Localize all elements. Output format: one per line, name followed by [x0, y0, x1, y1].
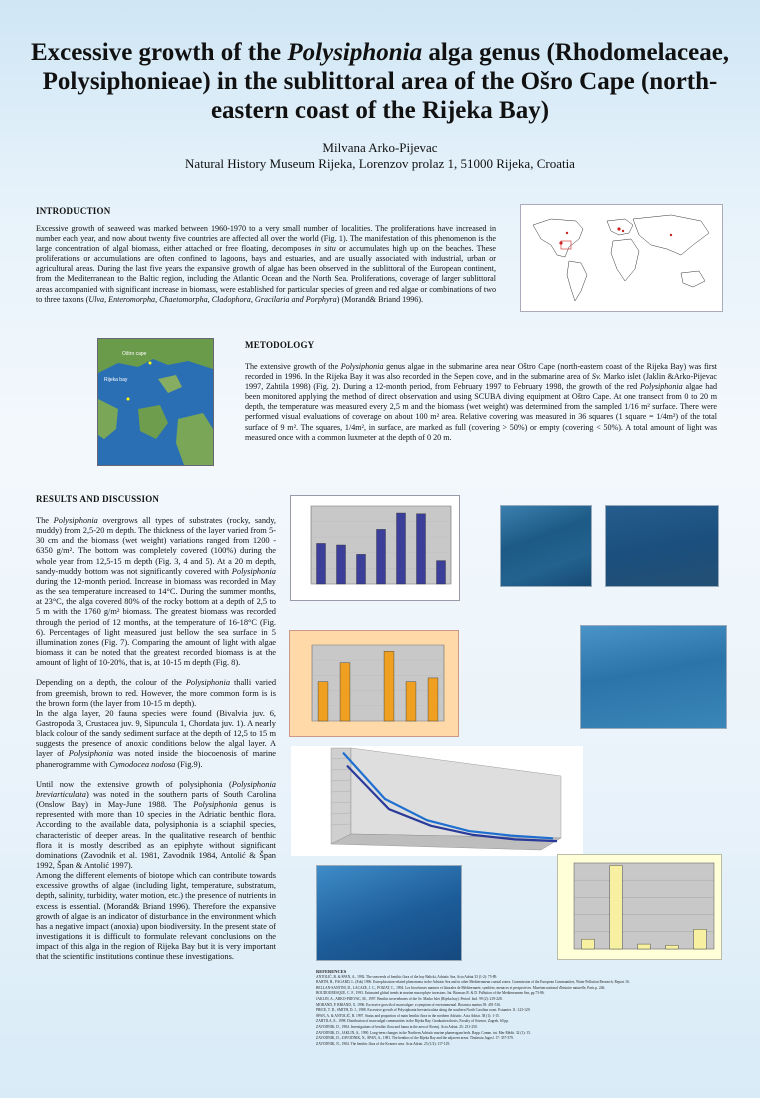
bar — [397, 513, 406, 584]
map-label-rijeka-bay: Rijeka bay — [104, 377, 128, 383]
meth-t2: genus algae in the submarine area near Oštro Cape (north-eastern coast of the Rijeka Bay) was first recorded in 1996. In the Rijeka Bay it was also recorded in the Sepen cove, and in the submarine area of — [245, 362, 718, 382]
light-line-chart-3d — [291, 746, 583, 856]
bar — [406, 682, 416, 721]
world-map-figure — [520, 204, 723, 312]
title-part1: Excessive growth of the — [30, 39, 288, 66]
res-p3i: Polysiphonia breviarticulata — [36, 779, 276, 799]
bar — [638, 944, 651, 949]
res-p1i2: Polysiphonia — [231, 566, 276, 576]
bar — [437, 561, 446, 584]
map-label-ostro-cape: Oštro cape — [122, 351, 147, 357]
res-p2i2: Polysiphonia — [68, 749, 113, 759]
results-paragraph-3 — [36, 780, 276, 963]
title-part2: alga genus (Rhodomelaceae, Polysiphonieae) in the sublittoral area of the Ošro Cape (north-eastern coast of the Rijeka Bay) — [42, 39, 730, 124]
bar — [357, 554, 366, 584]
reference-item: ANTOLIĆ, B. & ŠPAN, A., 1992. The seaweeds of benthic flora of the bay Balicki, Adriatic Sea, Acta Adriat 33 (1-2): 75-89. — [316, 974, 498, 979]
underwater-photo-2 — [605, 505, 719, 587]
bar — [610, 865, 623, 949]
res-p2i3: Cymodocea nodosa — [109, 759, 176, 769]
reference-item: ZAVODNIK, D., ZAVODNIK, N., ŠPAN, A., 1981. The benthos of the Rijeka Bay and the adjacent areas. Thalassia Jugosl. 17: 357-379. — [316, 1036, 514, 1041]
res-p3d: Among the different elements of biotope which can contribute towards excessive growths of algae (including light, temperature, substratum, depth, salinity, turbidity, water motion, etc.) the presence of nutrients in excess is essential. (Morand& Briand 1996). Therefore the expansive growth of algae is an indicator of disturbance in the environment which has a negative impact (anoxia) upon biodiversity. In the present state of investigations it is difficult to formulate relevant conclusions on the impact of this alga in the region of Rijeka Bay but it is very important that the scientific institutions continue these investigations. — [36, 871, 276, 962]
results-paragraph-2 — [36, 678, 276, 769]
res-p1c: during the 12-month period. Increase in biomass was recorded in May as the sea temperature increased to 14°C. During the summer months, at 23°C, the alga covered 80% of the rocky bottom at a depth of 2,5 to 5 m with the 1760 g/m² biomass. The greatest biomass was recorded through the period of 12 months, at the temperature of 16-18°C (Fig. 6). Percentages of light measured just bellow the sea surface in 5 illumination zones (Fig. 7). Comparing the amount of light with algae biomass it can be noted that the greatest recorded biomass is at the amount of light of 10-20%, that is, at 10-15 m depth (Fig. 8). — [36, 576, 276, 668]
references-list — [316, 975, 722, 1048]
methodology-text — [245, 362, 717, 443]
author: Milvana Arko-Pijevac — [322, 140, 438, 155]
bar — [318, 682, 328, 721]
reference-item: BARTH, H., FAGARD, L. (Eds) 1996. Eutrophication-related phenomena in the Adriatic Sea and in other Mediterranean coastal zones. Commission of the European Communities, Water Pollution Research, Report 16. — [316, 980, 630, 985]
reference-item: ZAVODNIK, D., 1984. Investigations of benthic flora and fauna in the area of Rovinj. Acta Adriat. 25: 231-250. — [316, 1024, 478, 1029]
res-p2a: Depending on a depth, the colour of the — [36, 678, 186, 688]
bar — [428, 678, 438, 721]
meth-t3i: Polysiphonia — [639, 382, 683, 392]
res-p1b: overgrows all types of substrates (rocky, sandy, muddy) from 2,5-20 m depth. The thickness of the layer varied from 5-30 cm and the biomass (wet weight) variations ranged from 1200 - 6350 g/m². The bottom was completely covered (100%) during the whole year from 12,5-15 m depth (Fig. 3, 4 and 5). At a 20 m depth, sandy-muddy bottom was not significantly covered with — [36, 516, 276, 576]
intro-t3: ) (Morand& Briand 1996). — [336, 294, 424, 304]
meth-t3: Marko islet (Jaklin &Arko-Pijevac 1997, Zahtila 1998) (Fig. 2). During a 12-month period, from February 1997 to February 1998, the growth of the red — [245, 372, 717, 392]
bar — [340, 663, 350, 721]
plot-area — [574, 863, 714, 949]
bar — [337, 545, 346, 584]
res-p3a: Until now the extensive growth of polysiphonia ( — [36, 779, 232, 789]
affiliation: Natural History Museum Rijeka, Lorenzov prolaz 1, 51000 Rijeka, Croatia — [185, 156, 575, 171]
res-p3c: genus is represented with more than 10 species in the Adriatic benthic flora. According to the available data, polysiphonia is a sciaphil species, characteristic of deeper areas. In the qualitative research of benthic flora it is mostly described as an epiphyte without significant dominations (Zavodnik et al. 1981, Zavodnik 1984, Antolić & Špan 1992, Špan & Antolić 1997). — [36, 800, 276, 870]
res-p3i2: Polysiphonia — [193, 800, 238, 810]
meth-t4: algae had been monitored applying the method of direct observation and using SCUBA diving equipment at Oštro Cape. At one transect from 0 to 20 m depth, the temperature was measured every 2,5 m and the biomass (wet weight) was determined from the sampled 1/16 m² surface. There were performed visual evaluations of coverage on about 100 m² area. Relative covering was measured in 36 squares (1 square = 1/4m²) of the total surface of 9 m². The squares, 1/4m², in surface, are marked as full (covering > 50%) or empty (covering < 50%). A total amount of light was measured once with a common luxmeter at the depth of 0 20 m. — [245, 382, 717, 442]
underwater-photo-4 — [316, 865, 462, 961]
results-text — [36, 516, 276, 973]
reference-item: PRICE, T. D., SMITH, D. J., 1988. Excessive growth of Polysiphonia breviarticulata along the southern North Carolina coast. Estuaries 11: 123-129. — [316, 1008, 531, 1013]
rijeka-bay-map-figure — [97, 338, 214, 466]
reference-item: ZAVODNIK, D., JAKLIN, A., 1990. Long-term changes in the Northern Adriatic marine phanerogam beds. Rapp. Comm. int. Mer Médit. 32 (1): 15. — [316, 1030, 531, 1035]
references — [316, 969, 722, 1047]
bar — [377, 529, 386, 584]
references-heading: REFERENCES — [316, 969, 347, 974]
reference-item: BOUDOURESQUE, C. F., 1993. Estimated global trends in marine macrophyte invasions. Int. Biomass R. & D. Pollution of the Mediterranean Sea, pp 73-86. — [316, 991, 545, 996]
res-p2i: Polysiphonia — [185, 678, 231, 688]
bar — [417, 514, 426, 584]
reference-item: ŠPAN, A. & ANTOLIĆ, B. 1997. Status and proportion of main benthic flora in the northern Adriatic. Acta Adriat. 38 (1): 1-15. — [316, 1013, 500, 1018]
bar — [694, 929, 707, 949]
meth-t1i: Polysiphonia — [340, 362, 384, 371]
reference-item: MORAND, P. BRIAND, X. 1996. Excessive growth of macroalgae: a symptom of environmental. Botanica marina 39: 491-516. — [316, 1002, 501, 1007]
bar — [317, 543, 326, 584]
intro-t2i: Ulva, Enteromorpha, Chaetomorpha, Cladophora, Gracilaria and Porphyra — [88, 294, 337, 304]
bar — [384, 651, 394, 721]
results-heading: RESULTS AND DISCUSSION — [36, 494, 160, 504]
plot-area — [312, 645, 444, 721]
back-wall — [331, 748, 351, 844]
results-paragraph-1 — [36, 516, 276, 668]
res-p2d: was noted inside the biocoenosis of marine phanerogramme with — [36, 749, 276, 769]
reference-item: ZAVODNIK, N., 1984. The benthic flora of the Kvarner area. Acta Adriat. 25 (1/2): 117-129. — [316, 1041, 451, 1046]
res-p2c: In the alga layer, 20 fauna species were found (Bivalvia juv. 6, Gastropoda 3, Crustacea juv. 9, Sipuncula 1, Chordata juv. 1). A nearly black colour of the sandy sediment surface at the depth of 12,5 to 15 m suggests the presence of anoxic conditions below the algal layer. A layer of — [36, 708, 276, 759]
light-biomass-bar-chart — [557, 854, 722, 960]
reference-item: ZAHTILA, E., 1998. Distribution of macroalgal communities in the Rijeka Bay. Graduation thesis, Faculty of Science, Zagreb, 60 pp. — [316, 1019, 509, 1024]
res-p2b: thalli varied from greemish, brown to red. However, the more common form is is the brown form (the layer from 10-15 m depth). — [36, 678, 277, 708]
intro-t2: or accumulates high up on the beaches. These proliferations or accumulations are often confined to lagoons, bays and estuaries, and are usually associated with industrial, urban or agricultural areas. During the last five years the expansive growth of algae has been observed in the sublittoral of the European continent, from the Mediterranean to the Baltic region, including the Atlantic Ocean and the North Sea. Proliferations, coverage of larger sublittoral areas accompanied with significant increase in biomass, were established for particular species of green and red algae or combinations of two to three taxons ( — [36, 244, 496, 304]
underwater-photo-3 — [580, 625, 727, 729]
introduction-heading: INTRODUCTION — [36, 206, 111, 216]
underwater-photo-1 — [500, 505, 592, 587]
res-p3b: ) was noted in the southern parts of South Carolina (Onslow Bay) in May-June 1988. The — [36, 789, 276, 810]
bar — [582, 939, 595, 949]
meth-t1: The extensive growth of the — [245, 362, 341, 371]
methodology-heading: METODOLOGY — [245, 340, 315, 350]
title-italic: Polysiphonia — [287, 39, 423, 66]
reference-item: JAKLIN, A., ARKO-PIJEVAC, M., 1997. Benthic invertebrates of the Sv. Marko Islet (Rijeka bay). Period. biol. 99 (2): 219-228. — [316, 996, 503, 1001]
side-wall — [351, 748, 561, 838]
res-p1a: The — [36, 516, 54, 525]
biomass-bar-chart — [290, 495, 460, 601]
temperature-bar-chart — [289, 630, 459, 737]
meth-t2i: Sv. — [591, 372, 601, 382]
introduction-text — [36, 224, 496, 305]
poster-title — [20, 38, 740, 125]
res-p2e: (Fig.9). — [175, 759, 203, 769]
reference-item: BELLAN-SANTINI, D., LACAZE, J. C., POIZAT, C., 1994. Les biocénoses marines et littorales de Méditerranée, synthèse, menaces et perspectives. Muséum national d'histoire naturelle, Paris p. 246. — [316, 985, 606, 990]
res-p1i: Polysiphonia — [53, 516, 98, 525]
intro-t1: Excessive growth of seaweed was marked between 1960-1970 to a very small number of localities. The proliferations have increased in number each year, and now about twenty five countries are affected all over the world (Fig. 1). The manifestation of this phenomenon is the large concentration of algal biomass, either attached or free floating, decomposes — [36, 224, 496, 254]
bar — [666, 945, 679, 949]
intro-t1i: in situ — [314, 244, 336, 254]
